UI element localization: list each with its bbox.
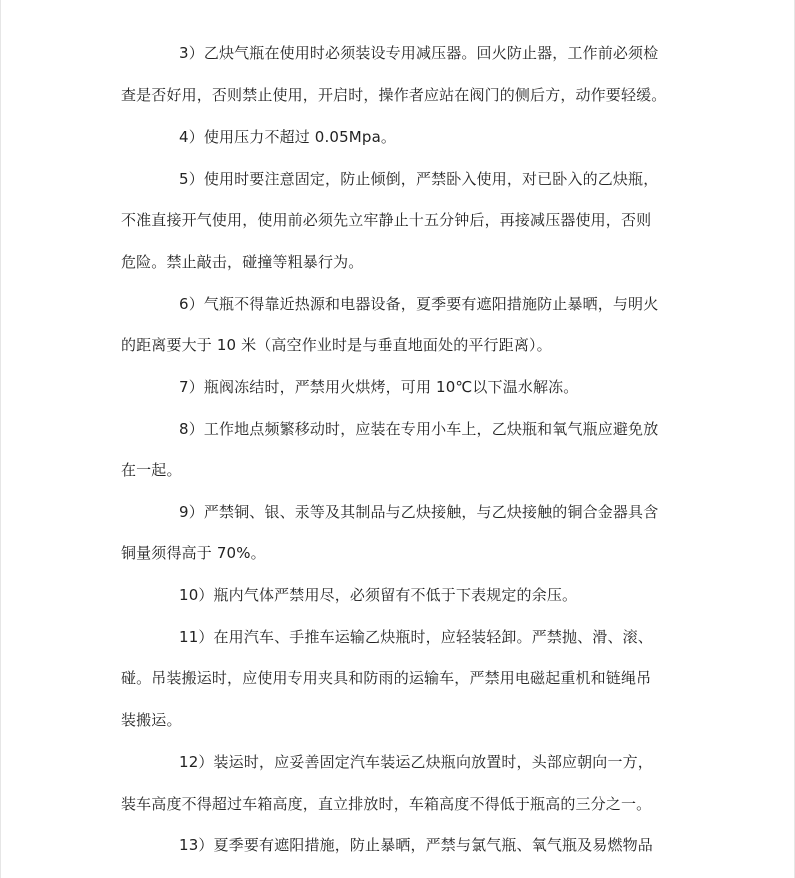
paragraph-11-line-3: 装搬运。 <box>121 711 182 729</box>
paragraph-5-line-2: 不准直接开气使用，使用前必须先立牢静止十五分钟后，再接减压器使用，否则 <box>121 211 652 229</box>
paragraph-12-line-1: 12）装运时，应妥善固定汽车装运乙炔瓶向放置时，头部应朝向一方， <box>179 753 653 771</box>
paragraph-3-line-2: 查是否好用，否则禁止使用，开启时，操作者应站在阀门的侧后方，动作要轻缓。 <box>121 86 667 104</box>
paragraph-9-line-1: 9）严禁铜、银、汞等及其制品与乙炔接触，与乙炔接触的铜合金器具含 <box>179 503 659 521</box>
paragraph-11-line-1: 11）在用汽车、手推车运输乙炔瓶时，应轻装轻卸。严禁抛、滑、滚、 <box>179 628 653 646</box>
paragraph-5-line-1: 5）使用时要注意固定，防止倾倒，严禁卧入使用，对已卧入的乙炔瓶， <box>179 170 659 188</box>
paragraph-5-line-3: 危险。禁止敲击，碰撞等粗暴行为。 <box>121 253 364 271</box>
paragraph-6-line-2: 的距离要大于 10 米（高空作业时是与垂直地面处的平行距离）。 <box>121 336 552 354</box>
paragraph-12-line-2: 装车高度不得超过车箱高度，直立排放时，车箱高度不得低于瓶高的三分之一。 <box>121 795 652 813</box>
paragraph-13-line-1: 13）夏季要有遮阳措施，防止暴晒，严禁与氯气瓶、氧气瓶及易燃物品 <box>179 836 653 854</box>
paragraph-9-line-2: 铜量须得高于 70%。 <box>121 544 266 562</box>
paragraph-10-line-1: 10）瓶内气体严禁用尽，必须留有不低于下表规定的余压。 <box>179 586 578 604</box>
paragraph-11-line-2: 碰。吊装搬运时，应使用专用夹具和防雨的运输车，严禁用电磁起重机和链绳吊 <box>121 669 652 687</box>
paragraph-7-line-1: 7）瓶阀冻结时，严禁用火烘烤，可用 10℃以下温水解冻。 <box>179 378 579 396</box>
paragraph-8-line-1: 8）工作地点频繁移动时，应装在专用小车上，乙炔瓶和氧气瓶应避免放 <box>179 420 659 438</box>
paragraph-4-line-1: 4）使用压力不超过 0.05Mpa。 <box>179 128 397 146</box>
paragraph-8-line-2: 在一起。 <box>121 461 182 479</box>
paragraph-6-line-1: 6）气瓶不得靠近热源和电器设备，夏季要有遮阳措施防止暴晒，与明火 <box>179 295 659 313</box>
paragraph-3-line-1: 3）乙炔气瓶在使用时必须装设专用减压器。回火防止器，工作前必须检 <box>179 44 659 62</box>
